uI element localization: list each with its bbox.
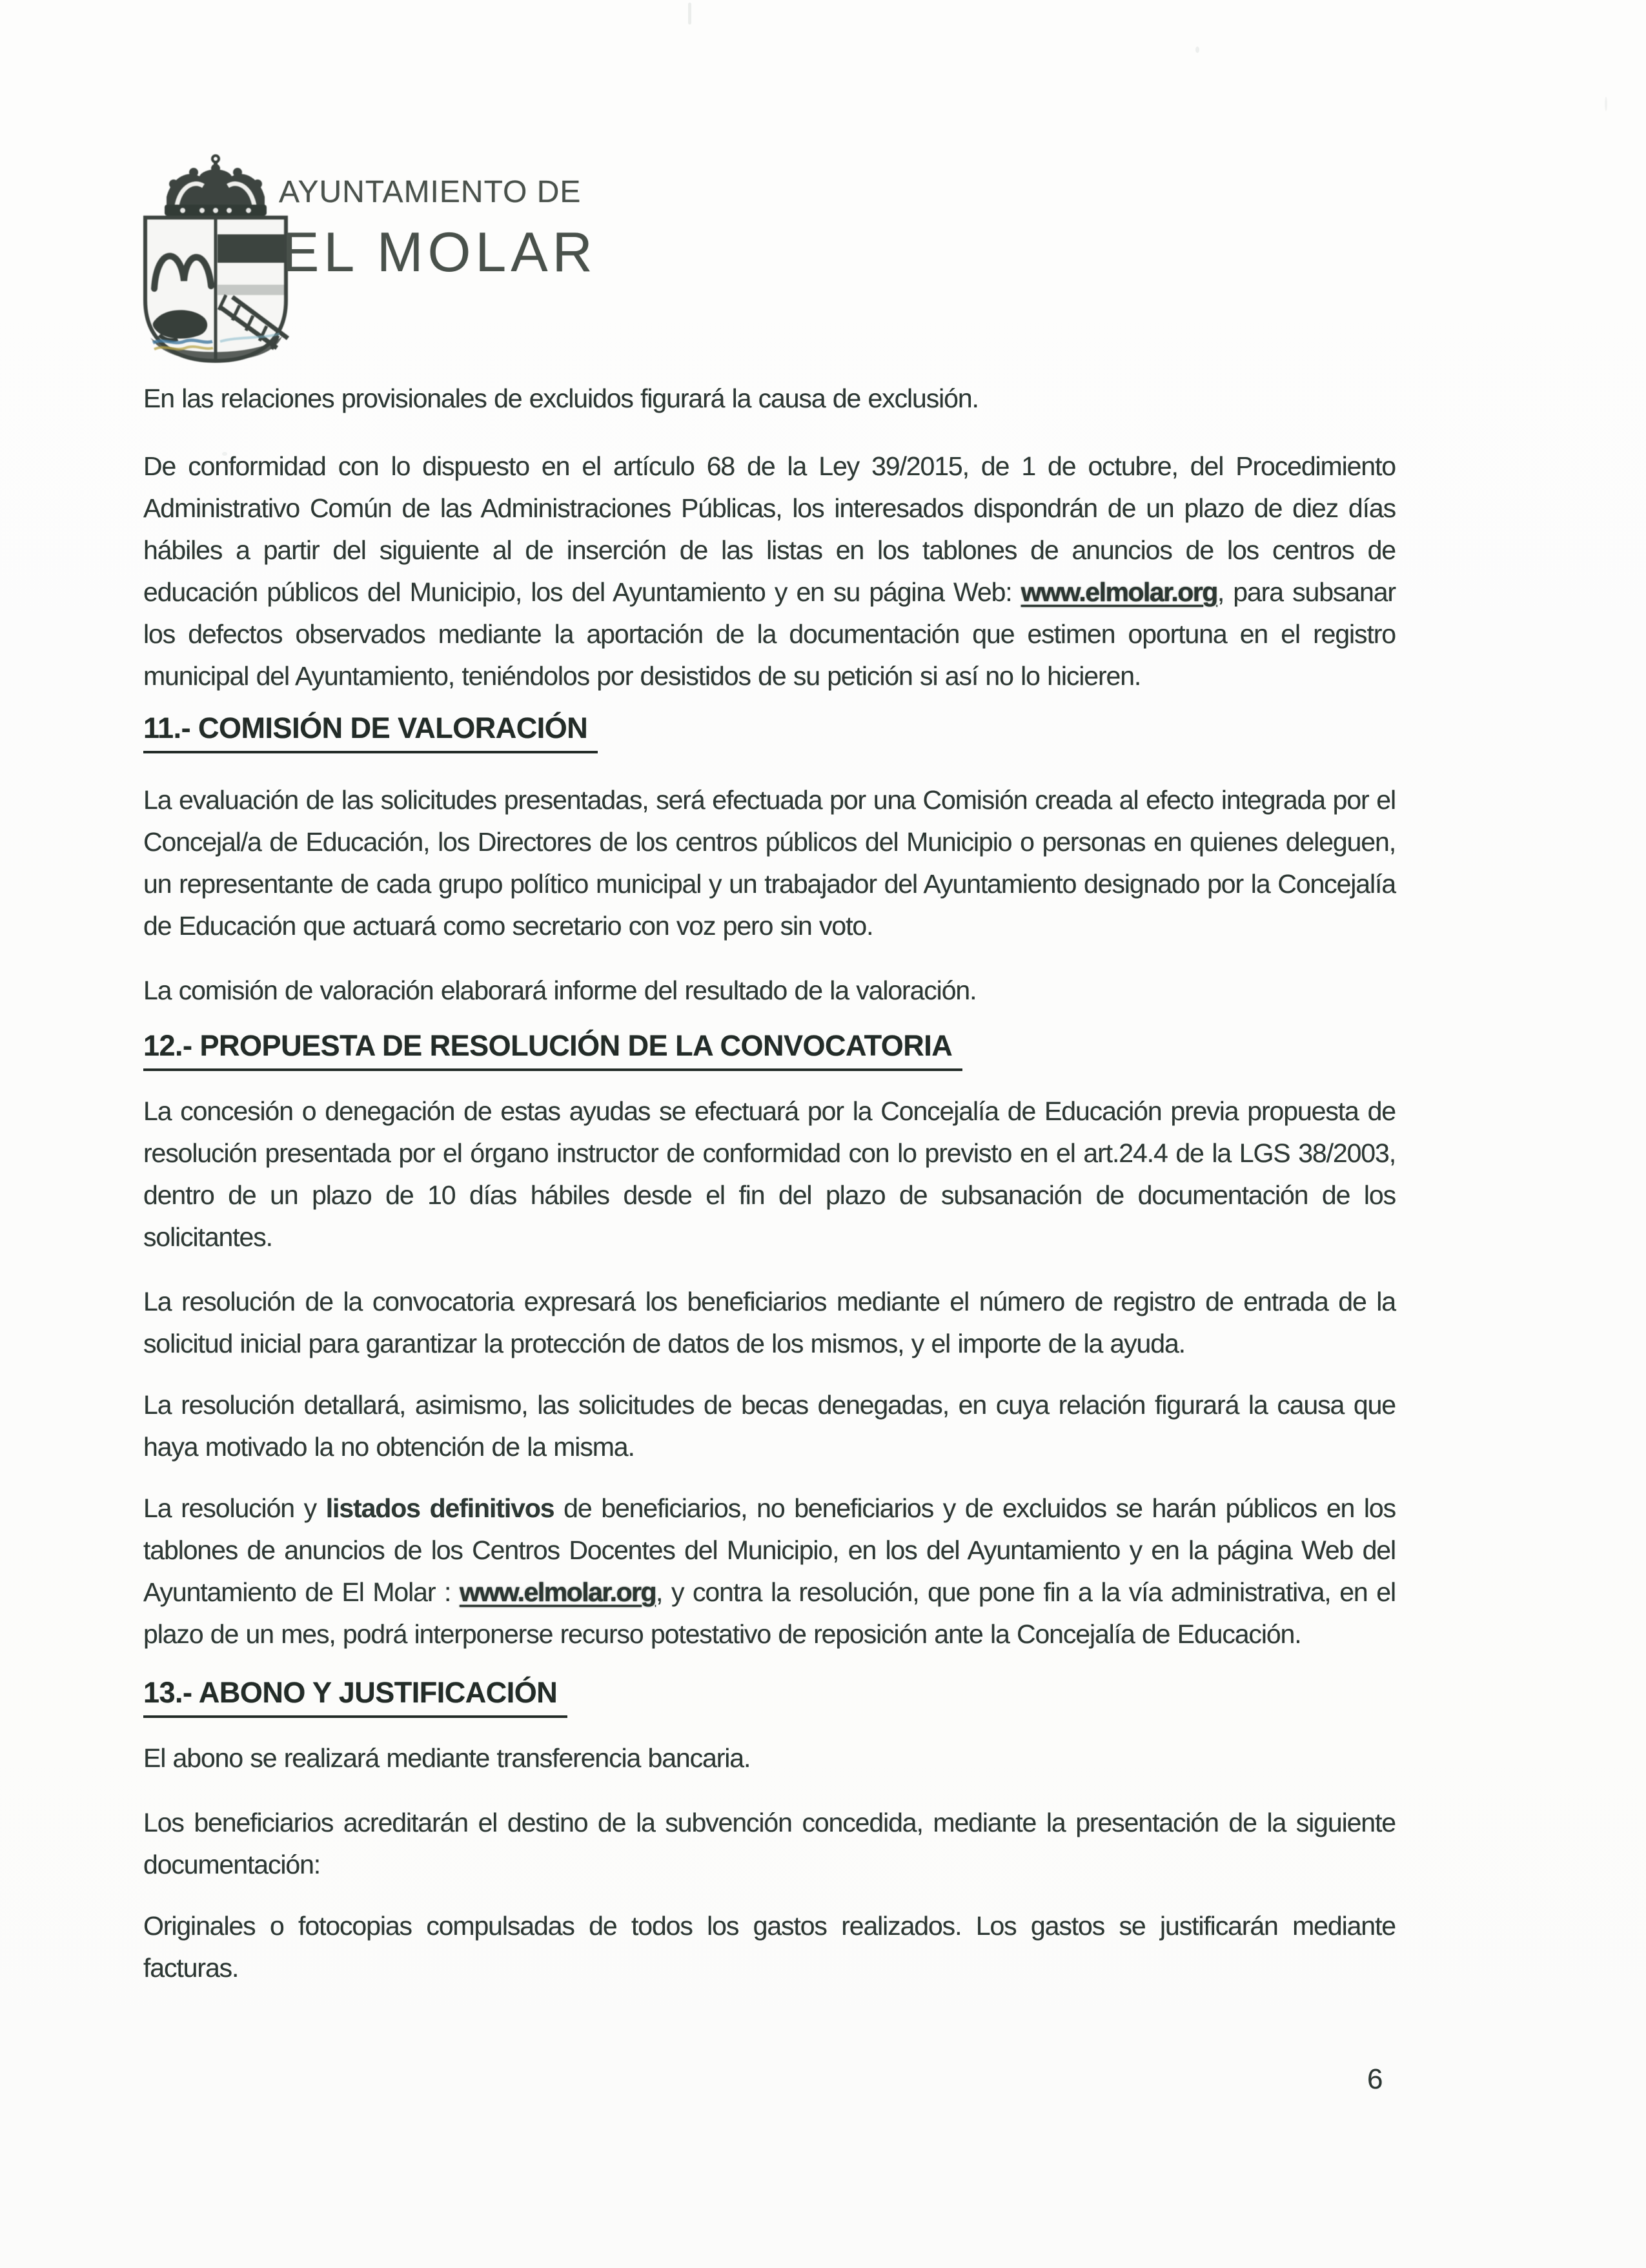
scan-artifact [688,3,691,25]
paragraph-text: La resolución y [143,1493,326,1523]
section-heading-11-comision-valoracion: 11.- COMISIÓN DE VALORACIÓN [143,710,598,753]
paragraph-conformidad-ley [143,445,1396,697]
section-heading-12-propuesta-resolucion: 12.- PROPUESTA DE RESOLUCIÓN DE LA CONVOCATORIA [143,1028,962,1071]
paragraph-concesion-denegacion: La concesión o denegación de estas ayudas se efectuará por la Concejalía de Educación previa propuesta de resolución presentada por el órgano instructor de conformidad con lo previsto en el art.24.4 de la LGS 38/2003, dentro de un plazo de 10 días hábiles desde el fin del plazo de subsanación de documentación de los solicitantes. [143,1096,1396,1252]
link-elmolar-website-2[interactable]: www.elmolar.org [459,1577,656,1607]
paragraph-resolucion-denegadas: La resolución detallará, asimismo, las solicitudes de becas denegadas, en cuya relación figurará la causa que haya motivado la no obtención de la misma. [143,1390,1396,1462]
bold-listados-definitivos: listados definitivos [325,1493,554,1523]
paragraph-text: de beneficiarios, no beneficiarios y de excluidos se harán públicos en los tablones de anuncios de los Centros Docentes del Municipio, en los del Ayuntamiento y en la página Web del Ayuntamiento de El Molar : [143,1493,1396,1607]
document-body [143,378,1396,1989]
scan-artifact [1195,46,1199,53]
section-heading-13-abono-justificacion: 13.- ABONO Y JUSTIFICACIÓN [143,1675,567,1718]
paragraph-listados-definitivos [143,1487,1396,1655]
org-name-line2: EL MOLAR [282,221,597,283]
paragraph-evaluacion-comision: La evaluación de las solicitudes presentadas, será efectuada por una Comisión creada al efecto integrada por el Concejal/a de Educación, los Directores de los centros públicos del Municipio o personas en quienes deleguen, un representante de cada grupo político municipal y un trabajador del Ayuntamiento designado por la Concejalía de Educación que actuará como secretario con voz pero sin voto. [143,785,1396,941]
link-elmolar-website-1[interactable]: www.elmolar.org [1021,577,1217,607]
org-name-line1: AYUNTAMIENTO DE [279,175,582,209]
page-number: 6 [1367,2063,1383,2095]
scan-artifact [1605,97,1607,111]
paragraph-informe-valoracion: La comisión de valoración elaborará informe del resultado de la valoración. [143,976,977,1005]
paragraph-text: , para subsanar los defectos observados mediante la aportación de la documentación que estimen oportuna en el registro municipal del Ayuntamiento, teniéndolos por desistidos de su petición si así no lo hicieren. [143,577,1396,691]
paragraph-text: , y contra la resolución, que pone fin a la vía administrativa, en el plazo de un mes, podrá interponerse recurso potestativo de reposición ante la Concejalía de Educación. [143,1577,1396,1649]
paragraph-exclusion-intro: En las relaciones provisionales de excluidos figurará la causa de exclusión. [143,383,979,413]
paragraph-originales-fotocopias: Originales o fotocopias compulsadas de todos los gastos realizados. Los gastos se justificarán mediante facturas. [143,1911,1396,1983]
paragraph-beneficiarios-acreditaran: Los beneficiarios acreditarán el destino de la subvención concedida, mediante la presentación de la siguiente documentación: [143,1808,1396,1879]
el-molar-coat-of-arms-logo [131,150,300,366]
paragraph-resolucion-beneficiarios: La resolución de la convocatoria expresará los beneficiarios mediante el número de registro de entrada de la solicitud inicial para garantizar la protección de datos de los mismos, y el importe de la ayuda. [143,1287,1396,1358]
paragraph-abono-transferencia: El abono se realizará mediante transferencia bancaria. [143,1743,751,1773]
paragraph-text: De conformidad con lo dispuesto en el artículo 68 de la Ley 39/2015, de 1 de octubre, del Procedimiento Administrativo Común de las Administraciones Públicas, los interesados dispondrán de un plazo de diez días hábiles a partir del siguiente al de inserción de las listas en los tablones de anuncios de los centros de educación públicos del Municipio, los del Ayuntamiento y en su página Web: [143,451,1396,607]
